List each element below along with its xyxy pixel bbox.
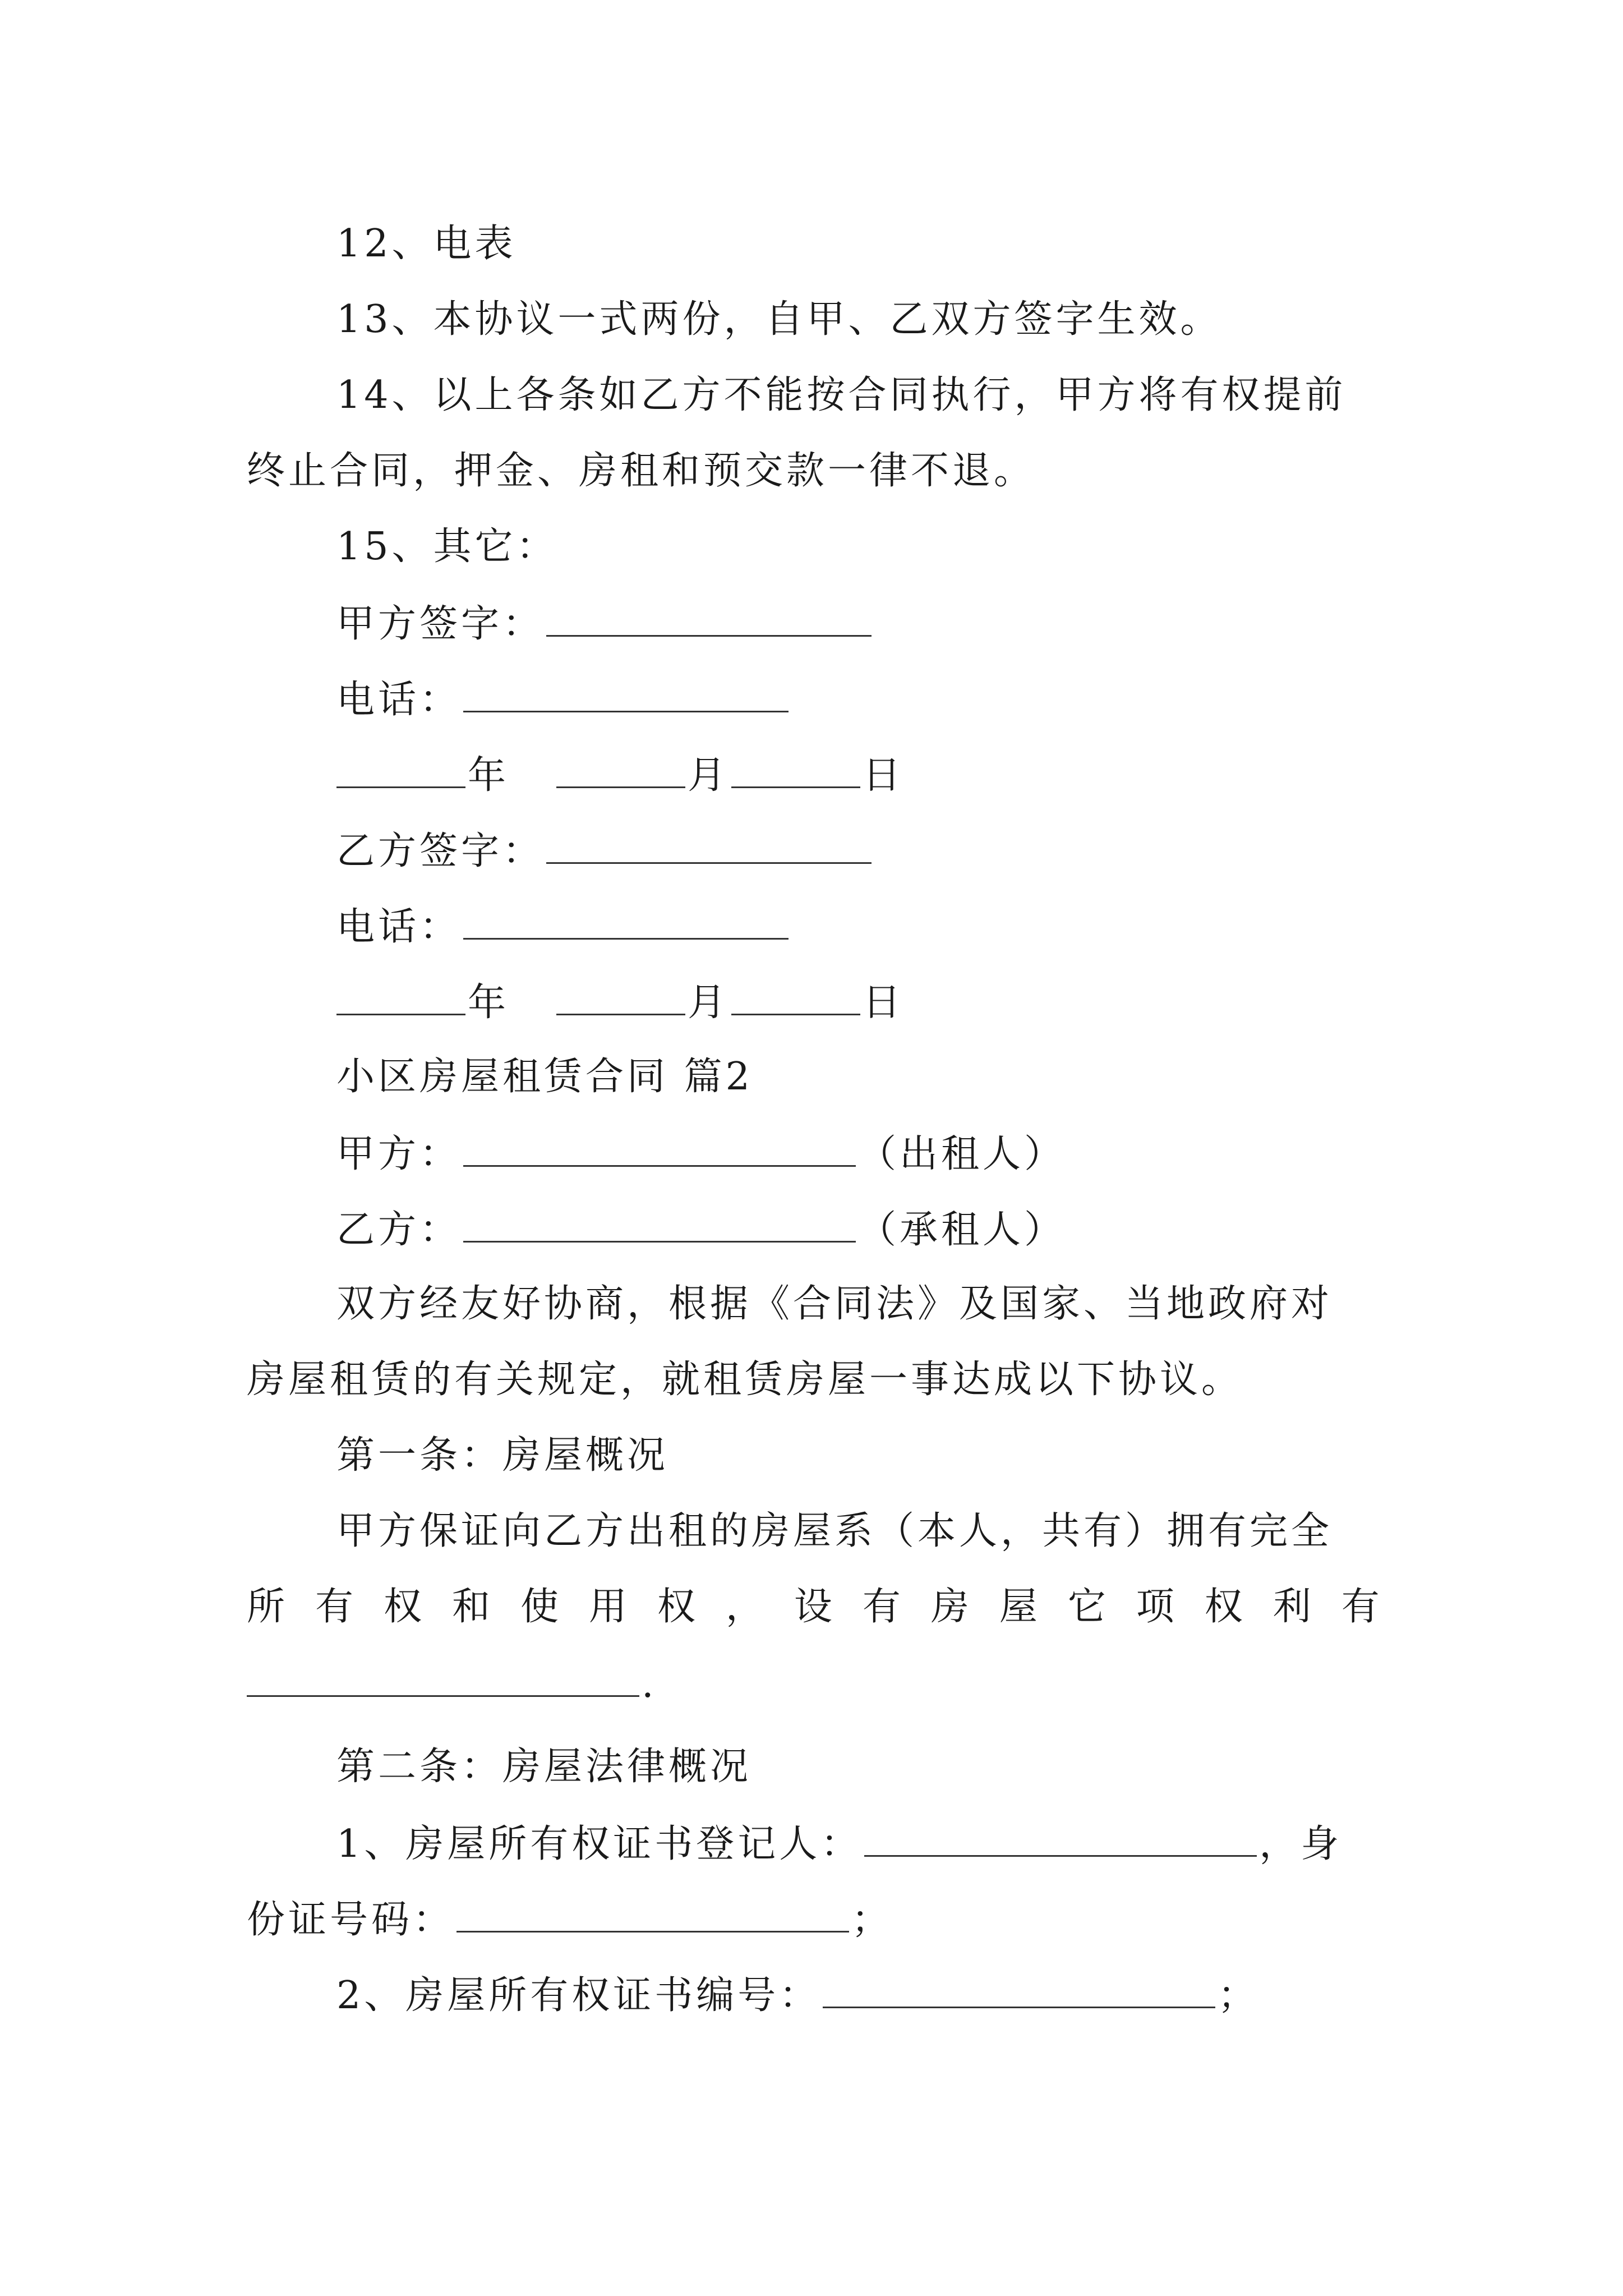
year-blank[interactable] xyxy=(336,752,465,788)
clause-14-line2: 终止合同，押金、房租和预交款一律不退。 xyxy=(247,449,1036,493)
day-blank[interactable] xyxy=(731,979,860,1015)
year-blank[interactable] xyxy=(336,979,465,1015)
clause-14-line1: 14、以上各条如乙方不能按合同执行，甲方将有权提前 xyxy=(336,373,1347,417)
clause-12: 12、电表 xyxy=(336,222,517,266)
certificate-registrant-blank[interactable] xyxy=(864,1820,1257,1857)
party-a-signature-blank[interactable] xyxy=(546,600,872,637)
article-1-line2: 所 有 权 和 使 用 权 ， 设 有 房 屋 它 项 权 利 有 xyxy=(247,1585,1380,1629)
clause-13: 13、本协议一式两份，自甲、乙双方签字生效。 xyxy=(336,297,1222,342)
party-a-name-blank[interactable] xyxy=(463,1130,856,1167)
article-1-title: 第一条：房屋概况 xyxy=(336,1433,669,1478)
intro-line1: 双方经友好协商，根据《合同法》及国家、当地政府对 xyxy=(336,1282,1333,1326)
other-rights-blank[interactable] xyxy=(247,1660,639,1697)
party-a-date-row: 年 月 日 xyxy=(336,752,904,797)
intro-line2: 房屋租赁的有关规定，就租赁房屋一事达成以下协议。 xyxy=(247,1358,1243,1402)
article-1-line3: . xyxy=(247,1660,657,1705)
certificate-number-blank[interactable] xyxy=(823,1972,1215,2008)
article-2-item-2: 2、房屋所有权证书编号： ； xyxy=(336,1972,1259,2017)
id-number-blank[interactable] xyxy=(457,1896,849,1932)
party-a-row: 甲方： （出租人） xyxy=(336,1130,1066,1175)
section-title: 小区房屋租赁合同 篇2 xyxy=(336,1055,753,1099)
month-blank[interactable] xyxy=(556,979,685,1015)
party-b-phone-blank[interactable] xyxy=(463,903,789,940)
party-b-phone-row: 电话： xyxy=(336,903,791,948)
party-b-signature-row: 乙方签字： xyxy=(336,827,874,872)
article-1-line1: 甲方保证向乙方出租的房屋系（本人，共有）拥有完全 xyxy=(336,1509,1333,1553)
party-b-name-blank[interactable] xyxy=(463,1206,856,1243)
article-2-item-1-line2: 份证号码： ； xyxy=(247,1896,893,1941)
article-2-item-1-line1: 1、房屋所有权证书登记人： ，身 xyxy=(336,1820,1342,1865)
month-blank[interactable] xyxy=(556,752,685,788)
party-b-signature-blank[interactable] xyxy=(546,827,872,864)
party-b-date-row: 年 月 日 xyxy=(336,979,904,1024)
party-a-phone-row: 电话： xyxy=(336,676,791,721)
party-a-phone-blank[interactable] xyxy=(463,676,789,712)
day-blank[interactable] xyxy=(731,752,860,788)
clause-15: 15、其它： xyxy=(336,524,558,569)
article-2-title: 第二条：房屋法律概况 xyxy=(336,1745,752,1789)
party-b-row: 乙方： （承租人） xyxy=(336,1206,1066,1251)
party-a-signature-row: 甲方签字： xyxy=(336,600,874,645)
